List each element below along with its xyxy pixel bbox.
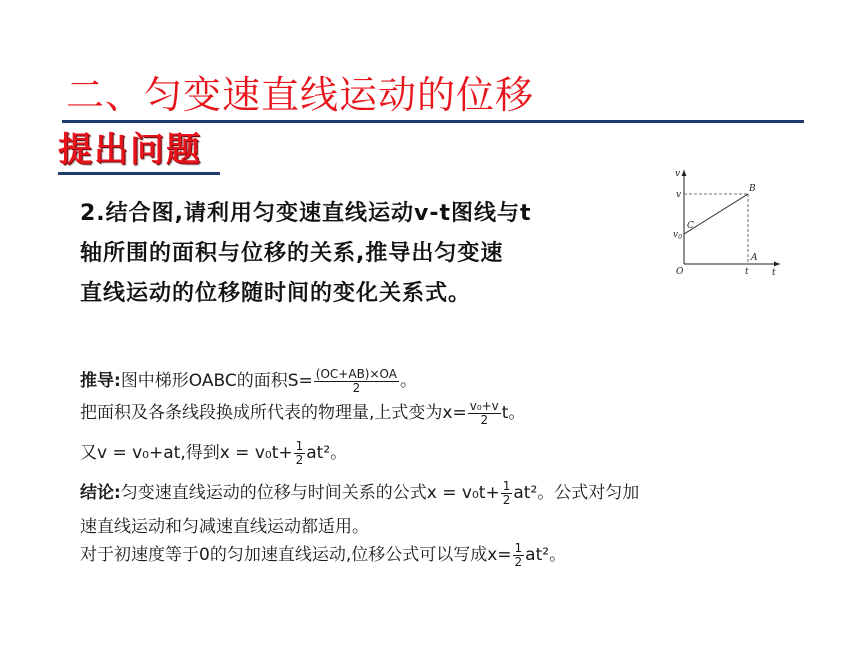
v-axis-arrow: [682, 170, 687, 176]
half-fraction: $\frac{1}{2}$: [295, 438, 304, 467]
conclusion-row-3: 对于初速度等于0的匀加速直线运动,位移公式可以写成x= $\frac{1}{2}$ at²。: [80, 540, 567, 569]
label-point-B: B: [749, 184, 756, 194]
label-point-A: A: [751, 253, 758, 263]
label-point-C: C: [687, 221, 694, 231]
conclusion-label: 结论:: [80, 483, 121, 503]
question-line-1: 2.结合图,请利用匀变速直线运动v-t图线与t: [80, 201, 532, 226]
label-tick-v0: $v_0$: [673, 230, 682, 241]
half-fraction: $\frac{1}{2}$: [514, 540, 523, 569]
label-origin: O: [676, 267, 684, 277]
question-line-2: 轴所围的面积与位移的关系,推导出匀变速: [80, 241, 504, 266]
section-heading-underline: [58, 172, 220, 175]
conclusion-row-2: 速直线运动和匀减速直线运动都适用。: [80, 517, 369, 537]
mean-velocity-fraction: $\frac{\text{v₀+v}}{2}$: [469, 398, 499, 427]
derivation-text: 图中梯形OABC的面积S=: [120, 371, 313, 391]
question-line-3: 直线运动的位移随时间的变化关系式。: [80, 281, 472, 306]
label-tick-v: v: [676, 190, 682, 200]
question-text: [80, 194, 640, 314]
derivation-row-1: 推导:图中梯形OABC的面积S= $\frac{(OC+AB)\times OA}{2}$ 。: [80, 366, 417, 395]
t-axis-arrow: [774, 262, 780, 267]
derivation-row-3: 又v = v₀+at,得到x = v₀t+ $\frac{1}{2}$ at²。: [80, 438, 348, 467]
derivation-row-2: 把面积及各条线段换成所代表的物理量,上式变为x= $\frac{\text{v₀+v}}{2}$ t。: [80, 398, 526, 427]
label-axis-t: t: [772, 268, 776, 278]
half-fraction: $\frac{1}{2}$: [502, 478, 511, 507]
label-tick-t: t: [745, 267, 749, 277]
page-title: 二、匀变速直线运动的位移: [66, 73, 535, 117]
title-divider: [62, 120, 804, 123]
vt-graph-figure: [668, 162, 788, 282]
conclusion-row-1: 结论:匀变速直线运动的位移与时间关系的公式x = v₀t+ $\frac{1}{2}$ at²。公式对匀加: [80, 478, 640, 507]
label-axis-v: v: [675, 169, 681, 179]
derivation-label: 推导:: [80, 371, 121, 391]
area-fraction: $\frac{(OC+AB)\times OA}{2}$: [315, 366, 397, 395]
section-heading: 提出问题: [58, 130, 202, 170]
